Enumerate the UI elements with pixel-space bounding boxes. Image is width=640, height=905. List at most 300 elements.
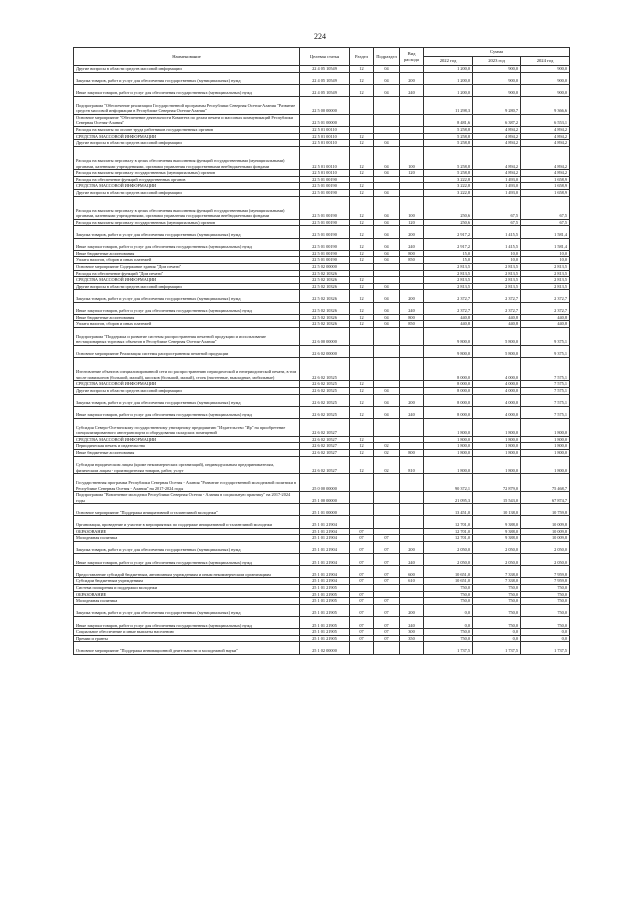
cell-sum-2024: 1 800,0 xyxy=(521,443,570,450)
cell-target-item: 22 6 02 10525 xyxy=(300,394,350,406)
table-row xyxy=(74,226,570,238)
table-row xyxy=(74,504,570,516)
cell-expense-type xyxy=(400,598,424,605)
cell-expense-type: 300 xyxy=(400,629,424,636)
table-row xyxy=(74,357,570,380)
header-year-2022: 2022 год xyxy=(424,57,473,66)
cell-section xyxy=(350,357,374,380)
cell-name: СРЕДСТВА МАССОВОЙ ИНФОРМАЦИИ xyxy=(74,183,300,190)
page-number: 224 xyxy=(314,32,326,41)
cell-sum-2022: 9 800,0 xyxy=(424,327,473,345)
cell-target-item: 22 5 01 00110 xyxy=(300,126,350,133)
cell-sum-2023: 4 894,2 xyxy=(473,126,521,133)
cell-sum-2023: 750,0 xyxy=(473,616,521,628)
cell-sum-2023: 4 000,0 xyxy=(473,394,521,406)
cell-sum-2024: 0,0 xyxy=(521,635,570,642)
cell-sum-2022: 2 813,5 xyxy=(424,277,473,284)
cell-name: Иные закупки товаров, работ и услуг для обеспечения государственных (муниципальных) нужд xyxy=(74,616,300,628)
table-row xyxy=(74,170,570,177)
cell-sum-2022: 8 000,0 xyxy=(424,394,473,406)
cell-sum-2022: 15,0 xyxy=(424,250,473,257)
table-row xyxy=(74,270,570,277)
cell-name: Организация, проведение и участие в мероприятиях по поддержке инициативной и талантливой молодежи xyxy=(74,516,300,528)
cell-section xyxy=(350,516,374,528)
cell-target-item: 22 5 01 00110 xyxy=(300,140,350,147)
cell-subsection xyxy=(374,264,400,271)
cell-sum-2023: 4 000,0 xyxy=(473,387,521,394)
cell-sum-2024: 900,0 xyxy=(521,66,570,73)
cell-sum-2024: 9 366,6 xyxy=(521,96,570,114)
table-row xyxy=(74,283,570,290)
cell-sum-2024: 67,5 xyxy=(521,196,570,219)
cell-sum-2023: 1 800,0 xyxy=(473,449,521,456)
cell-target-item: 25 1 01 21905 xyxy=(300,629,350,636)
cell-expense-type: 120 xyxy=(400,170,424,177)
cell-sum-2023: 5 800,0 xyxy=(473,345,521,357)
cell-sum-2023: 440,8 xyxy=(473,314,521,321)
table-row xyxy=(74,642,570,654)
cell-sum-2023: 2 813,5 xyxy=(473,283,521,290)
cell-subsection xyxy=(374,270,400,277)
cell-name: Закупка товаров, работ и услуг для обеспечения государственных (муниципальных) нужд xyxy=(74,290,300,302)
cell-sum-2022: 1 800,0 xyxy=(424,418,473,436)
cell-sum-2024: 1 800,0 xyxy=(521,449,570,456)
cell-sum-2022: 1 800,0 xyxy=(424,436,473,443)
cell-target-item: 25 1 01 00000 xyxy=(300,504,350,516)
cell-section: 12 xyxy=(350,226,374,238)
cell-sum-2022: 5 258,8 xyxy=(424,140,473,147)
cell-target-item: 22 5 00 00000 xyxy=(300,96,350,114)
table-row xyxy=(74,585,570,592)
table-row xyxy=(74,541,570,553)
table-row xyxy=(74,140,570,147)
cell-sum-2022: 1 200,0 xyxy=(424,72,473,84)
cell-sum-2024: 10 009,8 xyxy=(521,516,570,528)
cell-sum-2023: 5 800,0 xyxy=(473,327,521,345)
table-row xyxy=(74,126,570,133)
cell-name: Основное мероприятие "Поддержка инициативной и талантливой молодежи" xyxy=(74,504,300,516)
cell-sum-2023: 4 894,2 xyxy=(473,170,521,177)
cell-name: СРЕДСТВА МАССОВОЙ ИНФОРМАЦИИ xyxy=(74,133,300,140)
cell-sum-2023: 1 800,0 xyxy=(473,456,521,474)
cell-expense-type: 240 xyxy=(400,238,424,250)
cell-section: 12 xyxy=(350,238,374,250)
cell-sum-2022: 5 258,8 xyxy=(424,170,473,177)
table-row xyxy=(74,238,570,250)
cell-name: Расходы на выплаты персоналу государственных (муниципальных) органов xyxy=(74,170,300,177)
table-row xyxy=(74,290,570,302)
cell-sum-2023: 6 387,2 xyxy=(473,114,521,126)
cell-expense-type xyxy=(400,418,424,436)
cell-section xyxy=(350,114,374,126)
cell-expense-type xyxy=(400,492,424,504)
cell-sum-2024: 1 658,9 xyxy=(521,183,570,190)
cell-target-item: 22 5 02 10326 xyxy=(300,270,350,277)
cell-sum-2023: 0,0 xyxy=(473,635,521,642)
cell-sum-2024: 2 813,5 xyxy=(521,283,570,290)
cell-subsection: 07 xyxy=(374,554,400,566)
cell-name: Молодежная политика xyxy=(74,598,300,605)
cell-subsection: 04 xyxy=(374,170,400,177)
cell-expense-type xyxy=(400,387,424,394)
cell-target-item: 22 5 01 00190 xyxy=(300,176,350,183)
cell-sum-2024: 750,0 xyxy=(521,585,570,592)
table-row xyxy=(74,436,570,443)
cell-target-item: 22 6 02 10525 xyxy=(300,387,350,394)
cell-sum-2024: 2 813,5 xyxy=(521,277,570,284)
cell-sum-2024: 1 737,5 xyxy=(521,642,570,654)
cell-subsection xyxy=(374,96,400,114)
cell-sum-2023: 1 800,0 xyxy=(473,418,521,436)
cell-expense-type xyxy=(400,264,424,271)
cell-subsection: 04 xyxy=(374,257,400,264)
cell-section: 12 xyxy=(350,189,374,196)
cell-subsection: 02 xyxy=(374,449,400,456)
cell-subsection: 07 xyxy=(374,598,400,605)
cell-sum-2022: 8 000,0 xyxy=(424,381,473,388)
cell-expense-type xyxy=(400,133,424,140)
cell-subsection: 07 xyxy=(374,578,400,585)
cell-sum-2022: 10 651,0 xyxy=(424,566,473,578)
cell-name: Другие вопросы в области средств массовой информации xyxy=(74,283,300,290)
cell-sum-2022: 2 813,5 xyxy=(424,283,473,290)
cell-sum-2024: 0,0 xyxy=(521,629,570,636)
cell-subsection xyxy=(374,516,400,528)
cell-subsection: 02 xyxy=(374,456,400,474)
cell-name: Подпрограмма "Обеспечение реализации Государственной программы Республики Северная Осетия-Алания "Развитие средств массовой информации в Республике Северная Осетия-Алания" xyxy=(74,96,300,114)
cell-sum-2024: 440,8 xyxy=(521,314,570,321)
cell-sum-2023: 900,0 xyxy=(473,66,521,73)
cell-sum-2022: 440,8 xyxy=(424,321,473,328)
table-row xyxy=(74,327,570,345)
cell-sum-2024: 10,0 xyxy=(521,257,570,264)
cell-subsection: 04 xyxy=(374,72,400,84)
cell-sum-2024: 67,5 xyxy=(521,219,570,226)
cell-sum-2022: 5 258,8 xyxy=(424,133,473,140)
cell-sum-2022: 1 800,0 xyxy=(424,443,473,450)
cell-sum-2024: 1 658,9 xyxy=(521,176,570,183)
cell-section: 12 xyxy=(350,84,374,96)
cell-sum-2024: 7 575,1 xyxy=(521,357,570,380)
cell-sum-2023: 2 050,0 xyxy=(473,541,521,553)
cell-sum-2022: 3 222,8 xyxy=(424,183,473,190)
cell-target-item: 22 5 02 10326 xyxy=(300,290,350,302)
cell-name: Предоставление субсидий бюджетным, автономным учреждениям и иным некоммерческим организациям xyxy=(74,566,300,578)
cell-section: 07 xyxy=(350,604,374,616)
cell-subsection: 07 xyxy=(374,541,400,553)
cell-sum-2022: 12 701,0 xyxy=(424,535,473,542)
cell-target-item: 25 1 01 21905 xyxy=(300,598,350,605)
cell-sum-2023: 10,0 xyxy=(473,250,521,257)
cell-sum-2022: 11 298,3 xyxy=(424,96,473,114)
cell-target-item: 22 5 02 10326 xyxy=(300,277,350,284)
cell-name: Закупка товаров, работ и услуг для обеспечения государственных (муниципальных) нужд xyxy=(74,72,300,84)
cell-sum-2022: 2 917,2 xyxy=(424,238,473,250)
cell-subsection xyxy=(374,436,400,443)
cell-sum-2022: 8 000,0 xyxy=(424,406,473,418)
cell-expense-type xyxy=(400,277,424,284)
cell-sum-2024: 440,8 xyxy=(521,321,570,328)
cell-subsection: 07 xyxy=(374,635,400,642)
cell-expense-type: 200 xyxy=(400,604,424,616)
cell-name: Иные закупки товаров, работ и услуг для обеспечения государственных (муниципальных) нужд xyxy=(74,238,300,250)
cell-subsection xyxy=(374,591,400,598)
cell-sum-2022: 3 222,8 xyxy=(424,176,473,183)
table-row xyxy=(74,474,570,492)
table-row xyxy=(74,257,570,264)
table-row xyxy=(74,114,570,126)
cell-section xyxy=(350,504,374,516)
cell-sum-2022: 1 200,0 xyxy=(424,84,473,96)
cell-target-item: 22 5 01 00190 xyxy=(300,219,350,226)
table-row xyxy=(74,381,570,388)
cell-target-item: 22 5 02 10326 xyxy=(300,321,350,328)
cell-sum-2022: 12 701,0 xyxy=(424,516,473,528)
cell-sum-2023: 1 415,5 xyxy=(473,226,521,238)
cell-expense-type: 240 xyxy=(400,406,424,418)
cell-name: Государственная программа Республики Северная Осетия - Алания "Развитие государственной молодежной политики в Республике Северная Осетия - Алания" на 2017-2024 годы xyxy=(74,474,300,492)
cell-subsection xyxy=(374,418,400,436)
cell-section xyxy=(350,585,374,592)
cell-target-item: 22 4 05 10549 xyxy=(300,84,350,96)
cell-sum-2023: 9 280,7 xyxy=(473,96,521,114)
cell-section: 12 xyxy=(350,436,374,443)
cell-name: Иные закупки товаров, работ и услуг для обеспечения государственных (муниципальных) нужд xyxy=(74,554,300,566)
cell-sum-2024: 750,0 xyxy=(521,604,570,616)
cell-name: Закупка товаров, работ и услуг для обеспечения государственных (муниципальных) нужд xyxy=(74,394,300,406)
cell-sum-2024: 9 375,1 xyxy=(521,327,570,345)
cell-sum-2024: 7 575,1 xyxy=(521,394,570,406)
cell-name: СРЕДСТВА МАССОВОЙ ИНФОРМАЦИИ xyxy=(74,381,300,388)
cell-section: 07 xyxy=(350,528,374,535)
cell-name: Молодежная политика xyxy=(74,535,300,542)
table-row xyxy=(74,604,570,616)
cell-section xyxy=(350,418,374,436)
cell-subsection xyxy=(374,327,400,345)
cell-expense-type: 850 xyxy=(400,321,424,328)
cell-subsection xyxy=(374,642,400,654)
header-year-2023: 2023 год xyxy=(473,57,521,66)
cell-sum-2023: 1 800,0 xyxy=(473,436,521,443)
table-row xyxy=(74,492,570,504)
cell-sum-2024: 1 800,0 xyxy=(521,418,570,436)
cell-subsection xyxy=(374,528,400,535)
cell-subsection: 04 xyxy=(374,219,400,226)
cell-expense-type: 100 xyxy=(400,146,424,169)
cell-section: 07 xyxy=(350,629,374,636)
cell-target-item: 22 5 01 00000 xyxy=(300,114,350,126)
cell-sum-2023: 4 000,0 xyxy=(473,381,521,388)
cell-name: Уплата налогов, сборов и иных платежей xyxy=(74,257,300,264)
cell-target-item: 22 6 02 10525 xyxy=(300,406,350,418)
cell-expense-type xyxy=(400,327,424,345)
cell-expense-type: 200 xyxy=(400,290,424,302)
cell-target-item: 22 4 05 10549 xyxy=(300,72,350,84)
cell-subsection xyxy=(374,381,400,388)
cell-sum-2024: 900,0 xyxy=(521,84,570,96)
cell-target-item: 22 6 02 10527 xyxy=(300,436,350,443)
budget-table xyxy=(73,47,570,655)
cell-target-item: 22 5 01 00190 xyxy=(300,226,350,238)
cell-section: 12 xyxy=(350,133,374,140)
cell-name: СРЕДСТВА МАССОВОЙ ИНФОРМАЦИИ xyxy=(74,277,300,284)
cell-section: 12 xyxy=(350,406,374,418)
cell-sum-2023: 9 388,0 xyxy=(473,516,521,528)
table-row xyxy=(74,418,570,436)
header-expense-type: Вид расхода xyxy=(400,48,424,66)
cell-name: Другие вопросы в области средств массовой информации xyxy=(74,387,300,394)
cell-sum-2022: 2 813,5 xyxy=(424,264,473,271)
cell-subsection: 04 xyxy=(374,302,400,314)
table-row xyxy=(74,591,570,598)
cell-subsection: 04 xyxy=(374,146,400,169)
cell-sum-2024: 7 959,8 xyxy=(521,578,570,585)
cell-subsection: 04 xyxy=(374,290,400,302)
table-row xyxy=(74,84,570,96)
cell-sum-2023: 4 000,0 xyxy=(473,357,521,380)
cell-name: Основное мероприятие Содержание здания "Дом печати" xyxy=(74,264,300,271)
cell-sum-2022: 10 651,0 xyxy=(424,578,473,585)
table-row xyxy=(74,516,570,528)
cell-sum-2024: 750,0 xyxy=(521,598,570,605)
cell-sum-2022: 750,0 xyxy=(424,635,473,642)
cell-sum-2024: 2 813,5 xyxy=(521,264,570,271)
cell-sum-2023: 9 388,0 xyxy=(473,535,521,542)
cell-section xyxy=(350,492,374,504)
cell-target-item: 22 6 02 10527 xyxy=(300,443,350,450)
cell-subsection xyxy=(374,357,400,380)
cell-sum-2022: 2 813,5 xyxy=(424,270,473,277)
cell-sum-2022: 90 372,1 xyxy=(424,474,473,492)
cell-target-item: 25 1 01 21904 xyxy=(300,541,350,553)
cell-sum-2022: 750,0 xyxy=(424,585,473,592)
cell-section: 12 xyxy=(350,314,374,321)
cell-sum-2023: 1 493,0 xyxy=(473,183,521,190)
cell-section: 07 xyxy=(350,541,374,553)
cell-sum-2022: 2 917,2 xyxy=(424,226,473,238)
cell-name: Изготовление объектов специализированной сети по распространению периодической и непериодической печати, в том числе павильонов (большой, малый), киосков (большой, малый), стоек (настенные, выкладные, мобильные) xyxy=(74,357,300,380)
cell-target-item: 25 1 01 21905 xyxy=(300,616,350,628)
cell-target-item: 22 6 02 10527 xyxy=(300,418,350,436)
cell-expense-type xyxy=(400,443,424,450)
cell-subsection: 07 xyxy=(374,616,400,628)
cell-target-item: 22 6 02 00000 xyxy=(300,345,350,357)
cell-sum-2023: 0,0 xyxy=(473,629,521,636)
cell-section: 12 xyxy=(350,183,374,190)
table-row xyxy=(74,219,570,226)
cell-target-item: 25 1 01 21905 xyxy=(300,604,350,616)
cell-name: Расходы на обеспечение функций "Дом печати" xyxy=(74,270,300,277)
cell-section xyxy=(350,345,374,357)
cell-sum-2023: 72 879,0 xyxy=(473,474,521,492)
cell-expense-type xyxy=(400,504,424,516)
cell-sum-2024: 7 575,1 xyxy=(521,381,570,388)
table-row xyxy=(74,629,570,636)
cell-target-item: 22 6 02 10527 xyxy=(300,449,350,456)
table-row xyxy=(74,66,570,73)
table-row xyxy=(74,566,570,578)
table-row xyxy=(74,133,570,140)
table-row xyxy=(74,314,570,321)
cell-sum-2023: 9 388,0 xyxy=(473,528,521,535)
table-row xyxy=(74,387,570,394)
cell-section: 12 xyxy=(350,219,374,226)
cell-section: 07 xyxy=(350,591,374,598)
cell-name: Премии и гранты xyxy=(74,635,300,642)
cell-name: Закупка товаров, работ и услуг для обеспечения государственных (муниципальных) нужд xyxy=(74,604,300,616)
cell-section: 12 xyxy=(350,321,374,328)
cell-subsection xyxy=(374,585,400,592)
cell-name: СРЕДСТВА МАССОВОЙ ИНФОРМАЦИИ xyxy=(74,436,300,443)
cell-target-item: 22 5 01 00190 xyxy=(300,189,350,196)
cell-sum-2023: 2 813,5 xyxy=(473,277,521,284)
cell-subsection: 02 xyxy=(374,443,400,450)
cell-section: 12 xyxy=(350,170,374,177)
cell-sum-2023: 440,8 xyxy=(473,321,521,328)
cell-sum-2022: 21 095,3 xyxy=(424,492,473,504)
cell-sum-2024: 2 372,7 xyxy=(521,302,570,314)
table-row xyxy=(74,321,570,328)
cell-sum-2022: 250,6 xyxy=(424,196,473,219)
cell-subsection: 07 xyxy=(374,566,400,578)
cell-sum-2023: 1 493,0 xyxy=(473,176,521,183)
cell-section: 12 xyxy=(350,443,374,450)
table-row xyxy=(74,554,570,566)
cell-section: 12 xyxy=(350,72,374,84)
cell-expense-type: 200 xyxy=(400,394,424,406)
cell-section: 07 xyxy=(350,616,374,628)
table-row xyxy=(74,183,570,190)
cell-sum-2022: 8 000,0 xyxy=(424,357,473,380)
cell-section xyxy=(350,176,374,183)
cell-subsection: 04 xyxy=(374,394,400,406)
cell-sum-2023: 2 372,7 xyxy=(473,302,521,314)
cell-sum-2023: 4 894,2 xyxy=(473,146,521,169)
table-row xyxy=(74,394,570,406)
cell-subsection: 04 xyxy=(374,189,400,196)
cell-sum-2023: 7 338,0 xyxy=(473,578,521,585)
header-year-2024: 2024 год xyxy=(521,57,570,66)
cell-name: ОБРАЗОВАНИЕ xyxy=(74,591,300,598)
table-row xyxy=(74,528,570,535)
cell-name: Основное мероприятие "Поддержка инновационной деятельности и молодежной науки" xyxy=(74,642,300,654)
cell-sum-2022: 0,0 xyxy=(424,616,473,628)
cell-sum-2024: 750,0 xyxy=(521,591,570,598)
cell-name: Основное мероприятие "Обеспечение деятельности Комитета по делам печати и массовых коммуникаций Республики Северная Осетия-Алания" xyxy=(74,114,300,126)
header-subsection: Подраздел xyxy=(374,48,400,66)
cell-sum-2024: 4 894,2 xyxy=(521,146,570,169)
cell-expense-type xyxy=(400,528,424,535)
cell-section: 12 xyxy=(350,146,374,169)
cell-sum-2022: 1 200,0 xyxy=(424,66,473,73)
cell-expense-type: 810 xyxy=(400,456,424,474)
header-name: Наименование xyxy=(74,48,300,66)
cell-sum-2024: 4 894,2 xyxy=(521,133,570,140)
cell-sum-2024: 1 800,0 xyxy=(521,436,570,443)
cell-target-item: 22 6 02 10527 xyxy=(300,456,350,474)
cell-name: Основное мероприятие Реализация системы распространения печатной продукции xyxy=(74,345,300,357)
cell-section xyxy=(350,264,374,271)
cell-sum-2022: 8 000,0 xyxy=(424,387,473,394)
cell-target-item: 22 5 02 10326 xyxy=(300,314,350,321)
cell-name: Другие вопросы в области средств массовой информации xyxy=(74,140,300,147)
table-row xyxy=(74,578,570,585)
cell-expense-type: 240 xyxy=(400,554,424,566)
cell-sum-2023: 10,0 xyxy=(473,257,521,264)
cell-expense-type xyxy=(400,126,424,133)
table-row xyxy=(74,146,570,169)
cell-subsection: 04 xyxy=(374,226,400,238)
